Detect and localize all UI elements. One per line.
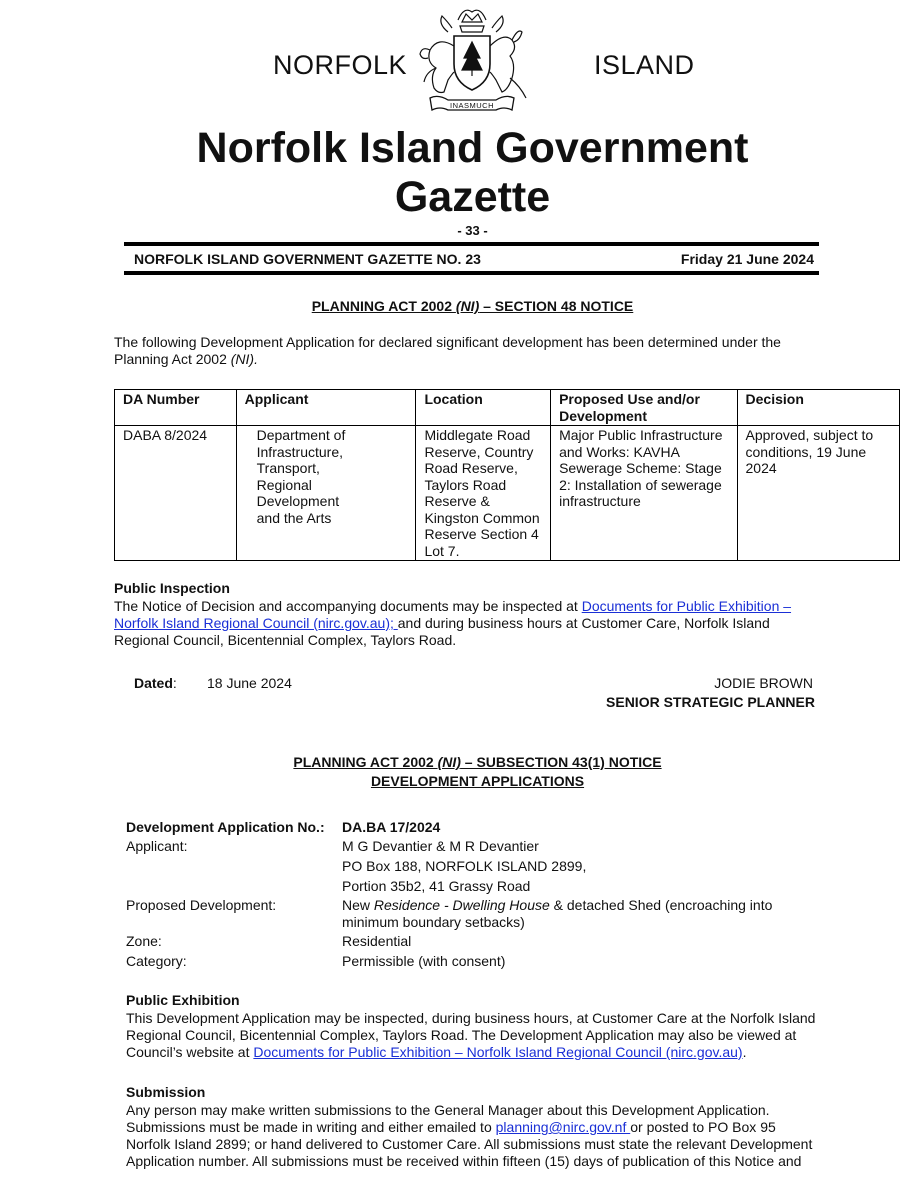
cell-proposed-use: Major Public Infrastructure and Works: KAVHA Sewerage Scheme: Stage 2: Installation of sewerage infrastructure bbox=[551, 426, 737, 561]
planning-email-link[interactable]: planning@nirc.gov.nf bbox=[495, 1119, 631, 1135]
public-inspection-heading: Public Inspection bbox=[114, 580, 230, 596]
notice2-heading: PLANNING ACT 2002 (NI) – SUBSECTION 43(1) NOTICE bbox=[293, 754, 662, 770]
col-header-decision: Decision bbox=[737, 390, 899, 426]
notice2-subheading: DEVELOPMENT APPLICATIONS bbox=[370, 773, 585, 789]
cell-decision: Approved, subject to conditions, 19 June 2024 bbox=[737, 426, 899, 561]
dated-value: 18 June 2024 bbox=[207, 675, 292, 691]
top-rule bbox=[124, 242, 819, 246]
proposed-label: Proposed Development: bbox=[126, 897, 277, 913]
masthead-island: ISLAND bbox=[594, 50, 695, 80]
app-no-label: Development Application No.: bbox=[126, 819, 325, 835]
notice1-intro: The following Development Application for declared significant development has been determined under the Planning Act 2002 (NI). bbox=[114, 334, 781, 367]
table-row bbox=[115, 426, 900, 561]
public-exhibition-section: Public Exhibition This Development Application may be inspected, during business hours, at Customer Care at the Norfolk Island Regional Council, Bicentennial Complex, Taylors Road. The Development Application may also be viewed at Council’s website at Documents for Public Exhibition – Norfolk Island Regional Council (nirc.gov.au). bbox=[126, 992, 846, 1061]
category-label: Category: bbox=[126, 953, 187, 969]
bottom-rule bbox=[124, 271, 819, 275]
gazette-bar bbox=[134, 251, 814, 267]
gazette-title-line2: Gazette bbox=[394, 173, 551, 221]
public-exhibition-link[interactable]: Documents for Public Exhibition – bbox=[581, 598, 792, 614]
applicant-line3: Portion 35b2, 41 Grassy Road bbox=[342, 878, 531, 894]
cell-applicant: Department of Infrastructure, Transport, Regional Development and the Arts bbox=[236, 426, 416, 561]
col-header-applicant: Applicant bbox=[236, 390, 416, 426]
coat-of-arms-icon bbox=[408, 2, 536, 118]
submission-heading: Submission bbox=[126, 1084, 206, 1100]
gazette-number: NORFOLK ISLAND GOVERNMENT GAZETTE NO. 23 bbox=[134, 251, 481, 267]
zone-value: Residential bbox=[342, 933, 412, 949]
proposed-value: New Residence - Dwelling House & detached Shed (encroaching into minimum boundary setbacks) bbox=[342, 897, 773, 930]
coat-of-arms-crest bbox=[408, 2, 536, 118]
public-inspection-section: Public Inspection The Notice of Decision and accompanying documents may be inspected at Documents for Public Exhibition – Norfolk Island Regional Council (nirc.gov.au); and during business hours at Customer Care, Norfolk Island Regional Council, Bicentennial Complex, Taylors Road. bbox=[114, 580, 834, 649]
app-no-value: DA.BA 17/2024 bbox=[342, 819, 441, 835]
table-header-row bbox=[115, 390, 900, 426]
nirc-link[interactable]: Norfolk Island Regional Council (nirc.gov.au); bbox=[114, 615, 398, 631]
notice1-heading: PLANNING ACT 2002 (NI) – SECTION 48 NOTICE bbox=[311, 298, 634, 314]
col-header-location: Location bbox=[416, 390, 551, 426]
category-value: Permissible (with consent) bbox=[342, 953, 506, 969]
public-exhibition-heading: Public Exhibition bbox=[126, 992, 240, 1008]
zone-label: Zone: bbox=[126, 933, 162, 949]
applicant-label: Applicant: bbox=[126, 838, 188, 854]
crest-motto: INASMUCH bbox=[449, 101, 495, 110]
council-website-link[interactable]: Documents for Public Exhibition – Norfolk Island Regional Council (nirc.gov.au) bbox=[253, 1044, 743, 1060]
cell-location: Middlegate Road Reserve, Country Road Reserve, Taylors Road Reserve & Kingston Common Reserve Section 4 Lot 7. bbox=[416, 426, 551, 561]
dated-label: Dated: bbox=[134, 675, 177, 691]
applicant-line2: PO Box 188, NORFOLK ISLAND 2899, bbox=[342, 858, 587, 874]
col-header-proposed-use: Proposed Use and/or Development bbox=[551, 390, 737, 426]
signatory-name: JODIE BROWN bbox=[714, 675, 813, 691]
masthead-norfolk: NORFOLK bbox=[273, 50, 408, 80]
applicant-line1: M G Devantier & M R Devantier bbox=[342, 838, 539, 854]
submission-section: Submission Any person may make written submissions to the General Manager about this Development Application. Submissions must be made in writing and either emailed to planning@nirc.gov.nf or posted to PO Box 95 Norfolk Island 2899; or hand delivered to Customer Care. All submissions must state the relevant Development Application number. All submissions must be received within fifteen (15) days of publication of this Notice and bbox=[126, 1084, 856, 1170]
decision-table bbox=[114, 389, 900, 561]
page-number: - 33 - bbox=[457, 223, 488, 238]
signatory-title: SENIOR STRATEGIC PLANNER bbox=[606, 694, 815, 710]
gazette-date: Friday 21 June 2024 bbox=[680, 251, 814, 267]
gazette-title-line1: Norfolk Island Government bbox=[196, 124, 749, 172]
cell-da-number: DABA 8/2024 bbox=[115, 426, 237, 561]
col-header-da-number: DA Number bbox=[115, 390, 237, 426]
